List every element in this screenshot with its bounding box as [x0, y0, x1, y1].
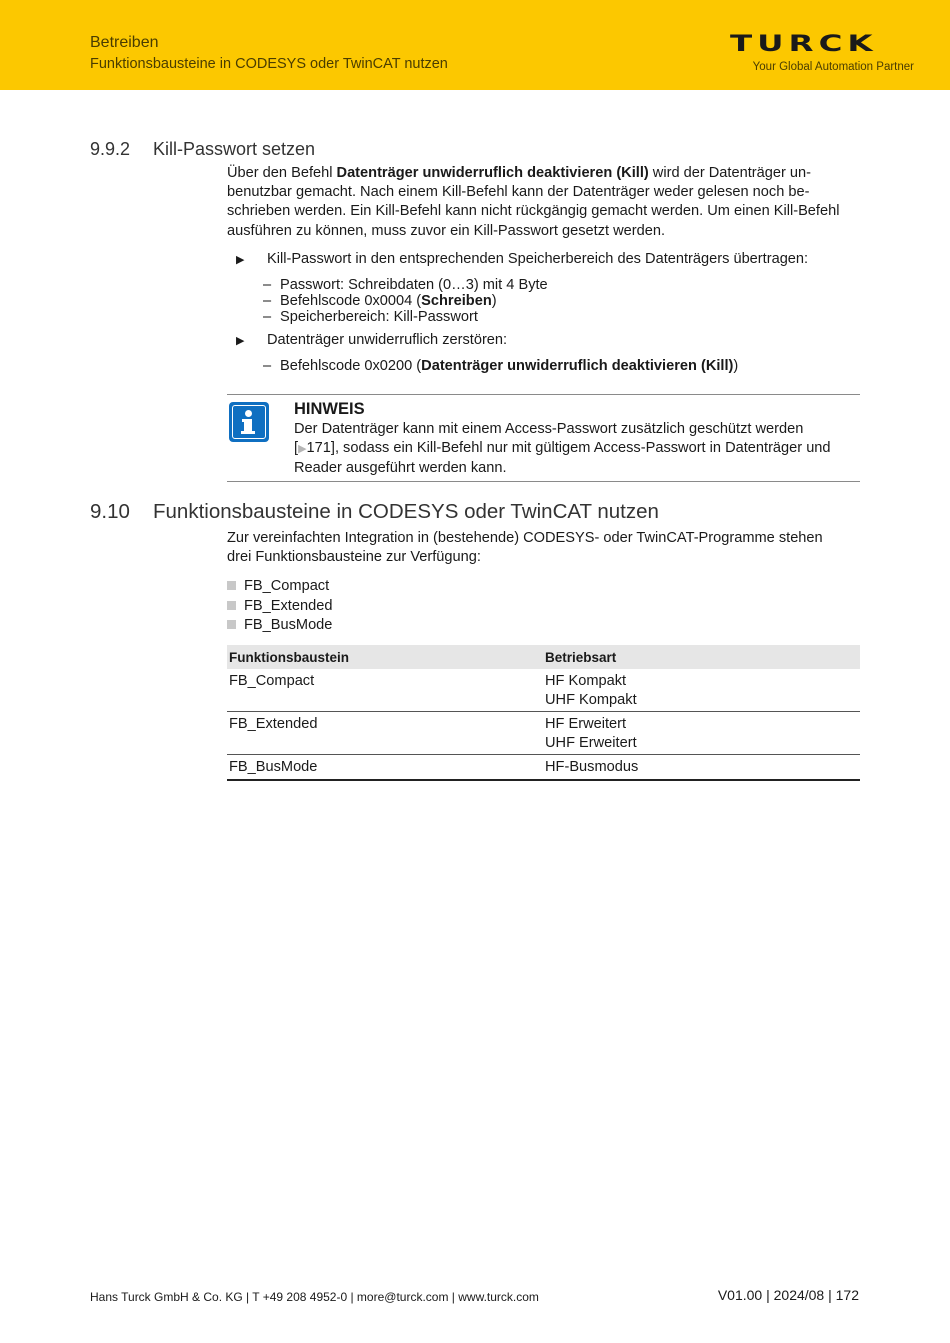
header-subtitle: Funktionsbausteine in CODESYS oder TwinCAT nutzen	[90, 56, 448, 72]
step-text: Kill-Passwort in den entsprechenden Speicherbereich des Datenträgers übertragen:	[267, 251, 809, 267]
note-line: Der Datenträger kann mit einem Access-Passwort zusätzlich geschützt werden	[294, 421, 804, 437]
section-title: Funktionsbausteine in CODESYS oder TwinCAT nutzen	[153, 500, 659, 523]
table-cell	[545, 715, 637, 753]
note-line: [	[294, 440, 299, 457]
header-title: Betreiben	[90, 34, 159, 51]
bullet-square-icon	[227, 601, 236, 610]
intro-text: benutzbar gemacht. Nach einem Kill-Befehl kann der Datenträger weder gelesen noch be-	[227, 184, 810, 201]
table-cell: FB_Extended	[229, 716, 318, 732]
step-arrow-icon: ▶	[236, 254, 245, 266]
table-bottom-rule	[227, 779, 860, 781]
bullet-square-icon	[227, 620, 236, 629]
list-item	[227, 577, 329, 596]
section-heading-function-blocks	[90, 500, 659, 524]
substep-text: Befehlscode 0x0200 (	[280, 358, 422, 374]
mode-text: HF Kompakt	[545, 673, 627, 689]
mode-text: UHF Kompakt	[545, 692, 637, 708]
note-text	[294, 420, 860, 479]
table-cell: HF-Busmodus	[545, 759, 639, 775]
logo-tagline: Your Global Automation Partner	[752, 61, 914, 73]
page-ref-arrow-icon: ▶	[298, 443, 307, 456]
footer-contact: Hans Turck GmbH & Co. KG | T +49 208 4952-0 | more@turck.com | www.turck.com	[90, 1290, 539, 1304]
table-row-divider	[227, 711, 860, 712]
info-icon	[229, 402, 269, 442]
note-bottom-rule	[227, 481, 860, 482]
list-item	[227, 616, 332, 635]
substep-text: Befehlscode 0x0004 (	[280, 293, 422, 309]
intro-text: ausführen zu können, muss zuvor ein Kill-Passwort gesetzt werden.	[227, 222, 666, 239]
table-cell: FB_BusMode	[229, 759, 318, 775]
turck-logo: TURCK	[730, 31, 878, 57]
intro-text: Zur vereinfachten Integration in (bestehende) CODESYS- oder TwinCAT-Programme stehen	[227, 530, 823, 546]
dash-marker: –	[263, 358, 272, 374]
table-header-cell: Funktionsbaustein	[229, 650, 350, 665]
section-number: 9.10	[90, 500, 130, 523]
page-reference-link[interactable]: 171]	[306, 440, 335, 457]
intro-text: drei Funktionsbausteine zur Verfügung:	[227, 549, 481, 566]
page-header	[0, 0, 950, 90]
substep-text: )	[733, 358, 739, 374]
table-header-cell: Betriebsart	[545, 650, 617, 665]
footer-version-page: V01.00 | 2024/08 | 172	[717, 1287, 859, 1303]
list-item-text: FB_BusMode	[244, 617, 333, 633]
list-item-text: FB_Extended	[244, 598, 333, 614]
list-item	[227, 597, 332, 616]
substep-item	[263, 293, 497, 310]
substep-item	[263, 358, 738, 375]
substep-text: Speicherbereich: Kill-Passwort	[280, 309, 478, 325]
note-title: HINWEIS	[294, 400, 365, 418]
substep-item	[263, 309, 478, 326]
step-text: Datenträger unwiderruflich zerstören:	[267, 332, 508, 348]
dash-marker: –	[263, 293, 272, 309]
table-cell: FB_Compact	[229, 673, 315, 689]
section-title: Kill-Passwort setzen	[153, 139, 316, 159]
intro-text: wird der Datenträger un-	[648, 165, 811, 181]
table-cell	[545, 672, 637, 710]
step-arrow-icon: ▶	[236, 335, 245, 347]
intro-text: Über den Befehl	[227, 165, 337, 181]
step-item	[236, 250, 808, 270]
note-line: , sodass ein Kill-Befehl nur mit gültigem Access-Passwort in Datenträger und	[334, 440, 831, 457]
intro-bold-command: Datenträger unwiderruflich deaktivieren (Kill)	[336, 165, 649, 181]
substep-bold: Schreiben	[421, 293, 492, 309]
function-blocks-intro	[227, 529, 860, 567]
dash-marker: –	[263, 309, 272, 325]
kill-intro-paragraph	[227, 164, 860, 241]
substep-text: )	[491, 293, 497, 309]
dash-marker: –	[263, 277, 272, 293]
mode-text: HF Erweitert	[545, 716, 627, 732]
bullet-square-icon	[227, 581, 236, 590]
substep-text: Passwort: Schreibdaten (0…3) mit 4 Byte	[280, 277, 548, 293]
intro-text: schrieben werden. Ein Kill-Befehl kann nicht rückgängig gemacht werden. Um einen Kill-Befehl	[227, 203, 840, 220]
note-top-rule	[227, 394, 860, 395]
step-item	[236, 331, 507, 351]
substep-bold: Datenträger unwiderruflich deaktivieren (Kill)	[421, 358, 734, 374]
section-heading-kill-password	[90, 139, 315, 160]
substep-item	[263, 277, 548, 294]
table-row-divider	[227, 754, 860, 755]
note-line: Reader ausgeführt werden kann.	[294, 460, 507, 477]
list-item-text: FB_Compact	[244, 578, 330, 594]
mode-text: UHF Erweitert	[545, 735, 637, 751]
section-number: 9.9.2	[90, 139, 131, 159]
